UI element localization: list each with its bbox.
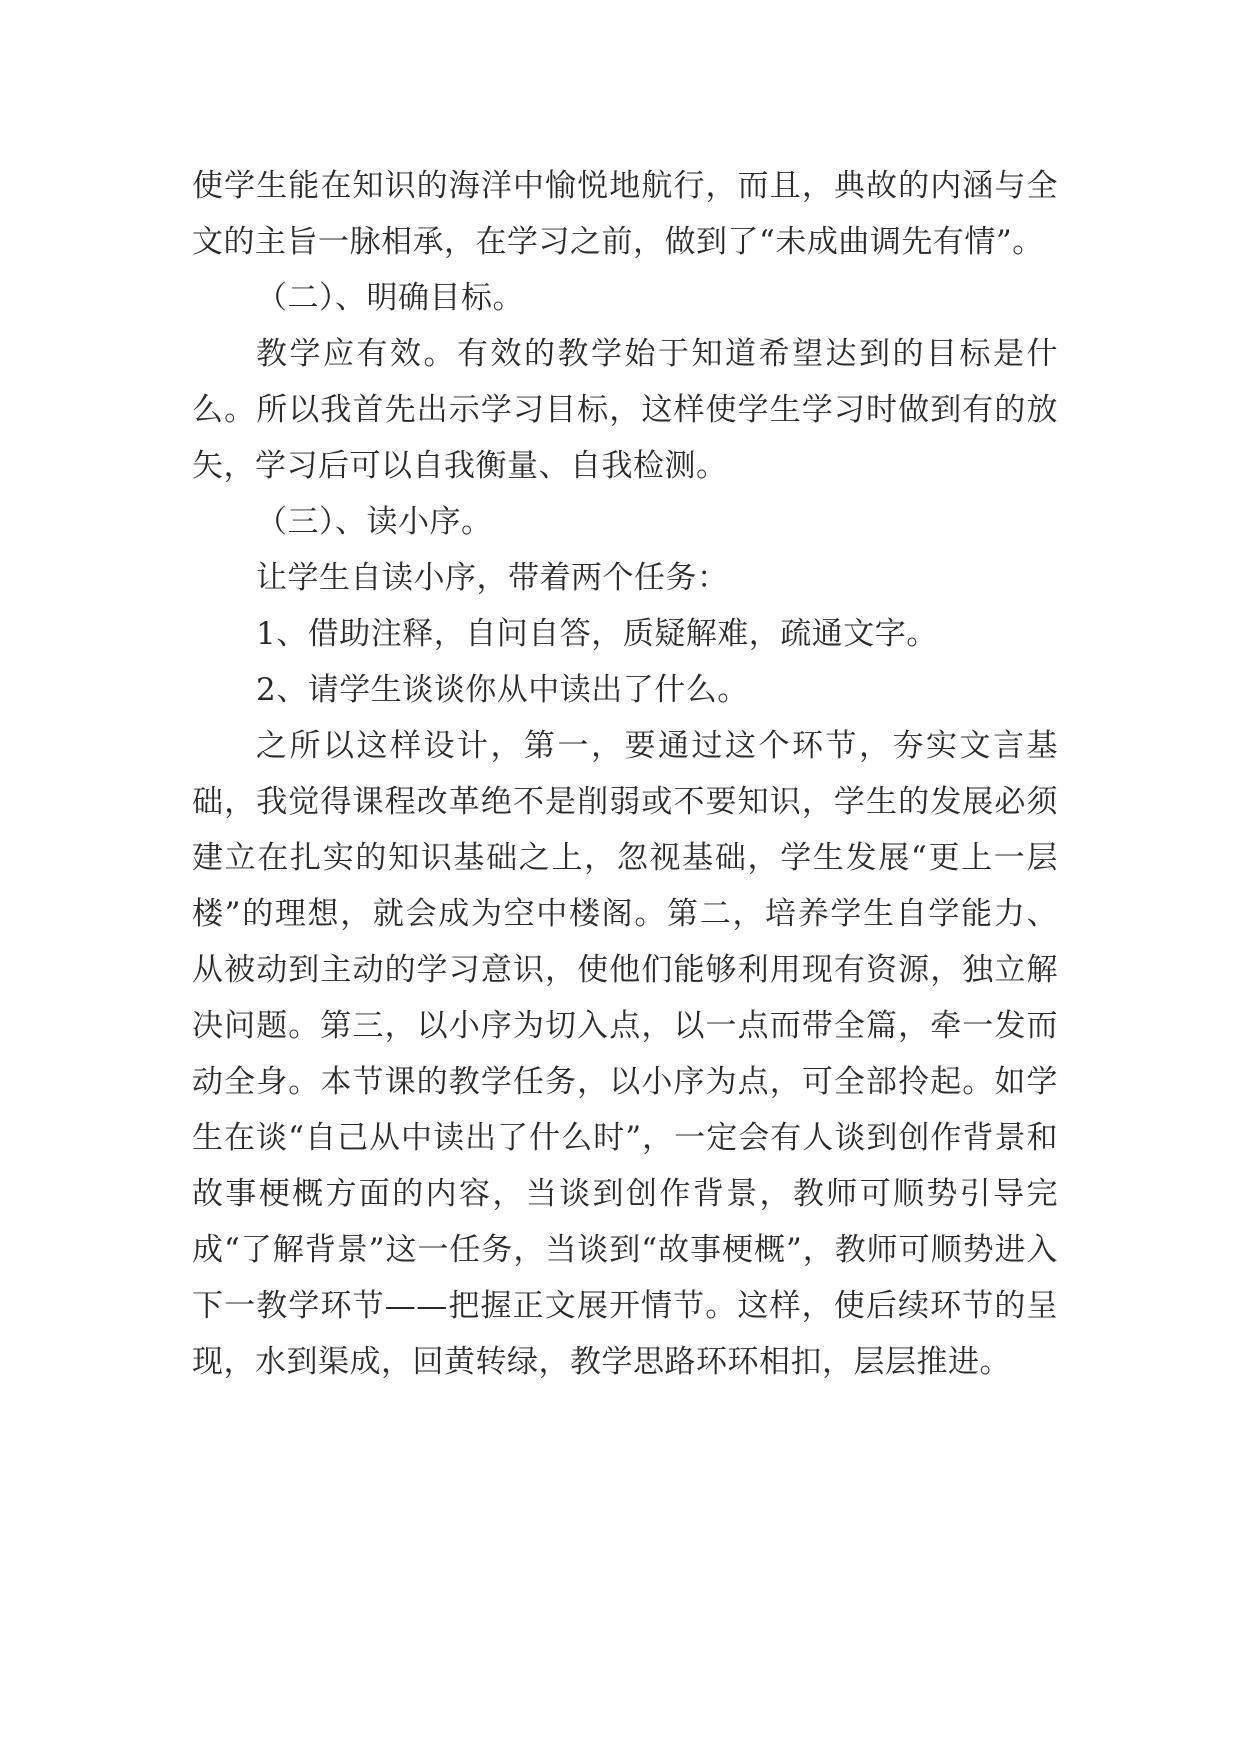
heading-section-3: （三）、读小序。 bbox=[256, 504, 493, 540]
paragraph-design-rationale: 之所以这样设计，第一，要通过这个环节，夯实文言基础，我觉得课程改革绝不是削弱或不要知识，学生的发展必须建立在扎实的知识基础之上，忽视基础，学生发展“更上一层楼”的理想，就会成为空中楼阁。第二，培养学生自学能力、从被动到主动的学习意识，使他们能够利用现有资源，独立解决问题。第三，以小序为切入点，以一点而带全篇，牵一发而动全身。本节课的教学任务，以小序为点，可全部拎起。如学生在谈“自己从中读出了什么时”，一定会有人谈到创作背景和故事梗概方面的内容，当谈到创作背景，教师可顺势引导完成“了解背景”这一任务，当谈到“故事梗概”，教师可顺势进入下一教学环节——把握正文展开情节。这样，使后续环节的呈现，水到渠成，回黄转绿，教学思路环环相扣，层层推进。 bbox=[192, 728, 1058, 1380]
paragraph-continuation: 使学生能在知识的海洋中愉悦地航行，而且，典故的内涵与全文的主旨一脉相承，在学习之前，做到了“未成曲调先有情”。 bbox=[192, 168, 1058, 260]
list-item-task-1: 1、借助注释，自问自答，质疑解难，疏通文字。 bbox=[256, 616, 938, 652]
paragraph-tasks-intro: 让学生自读小序，带着两个任务： bbox=[256, 560, 729, 596]
list-item-task-2: 2、请学生谈谈你从中读出了什么。 bbox=[256, 672, 749, 708]
document-page bbox=[192, 158, 1058, 1390]
heading-section-2: （二）、明确目标。 bbox=[256, 280, 524, 316]
paragraph-goals: 教学应有效。有效的教学始于知道希望达到的目标是什么。所以我首先出示学习目标，这样使学生学习时做到有的放矢，学习后可以自我衡量、自我检测。 bbox=[192, 336, 1058, 484]
